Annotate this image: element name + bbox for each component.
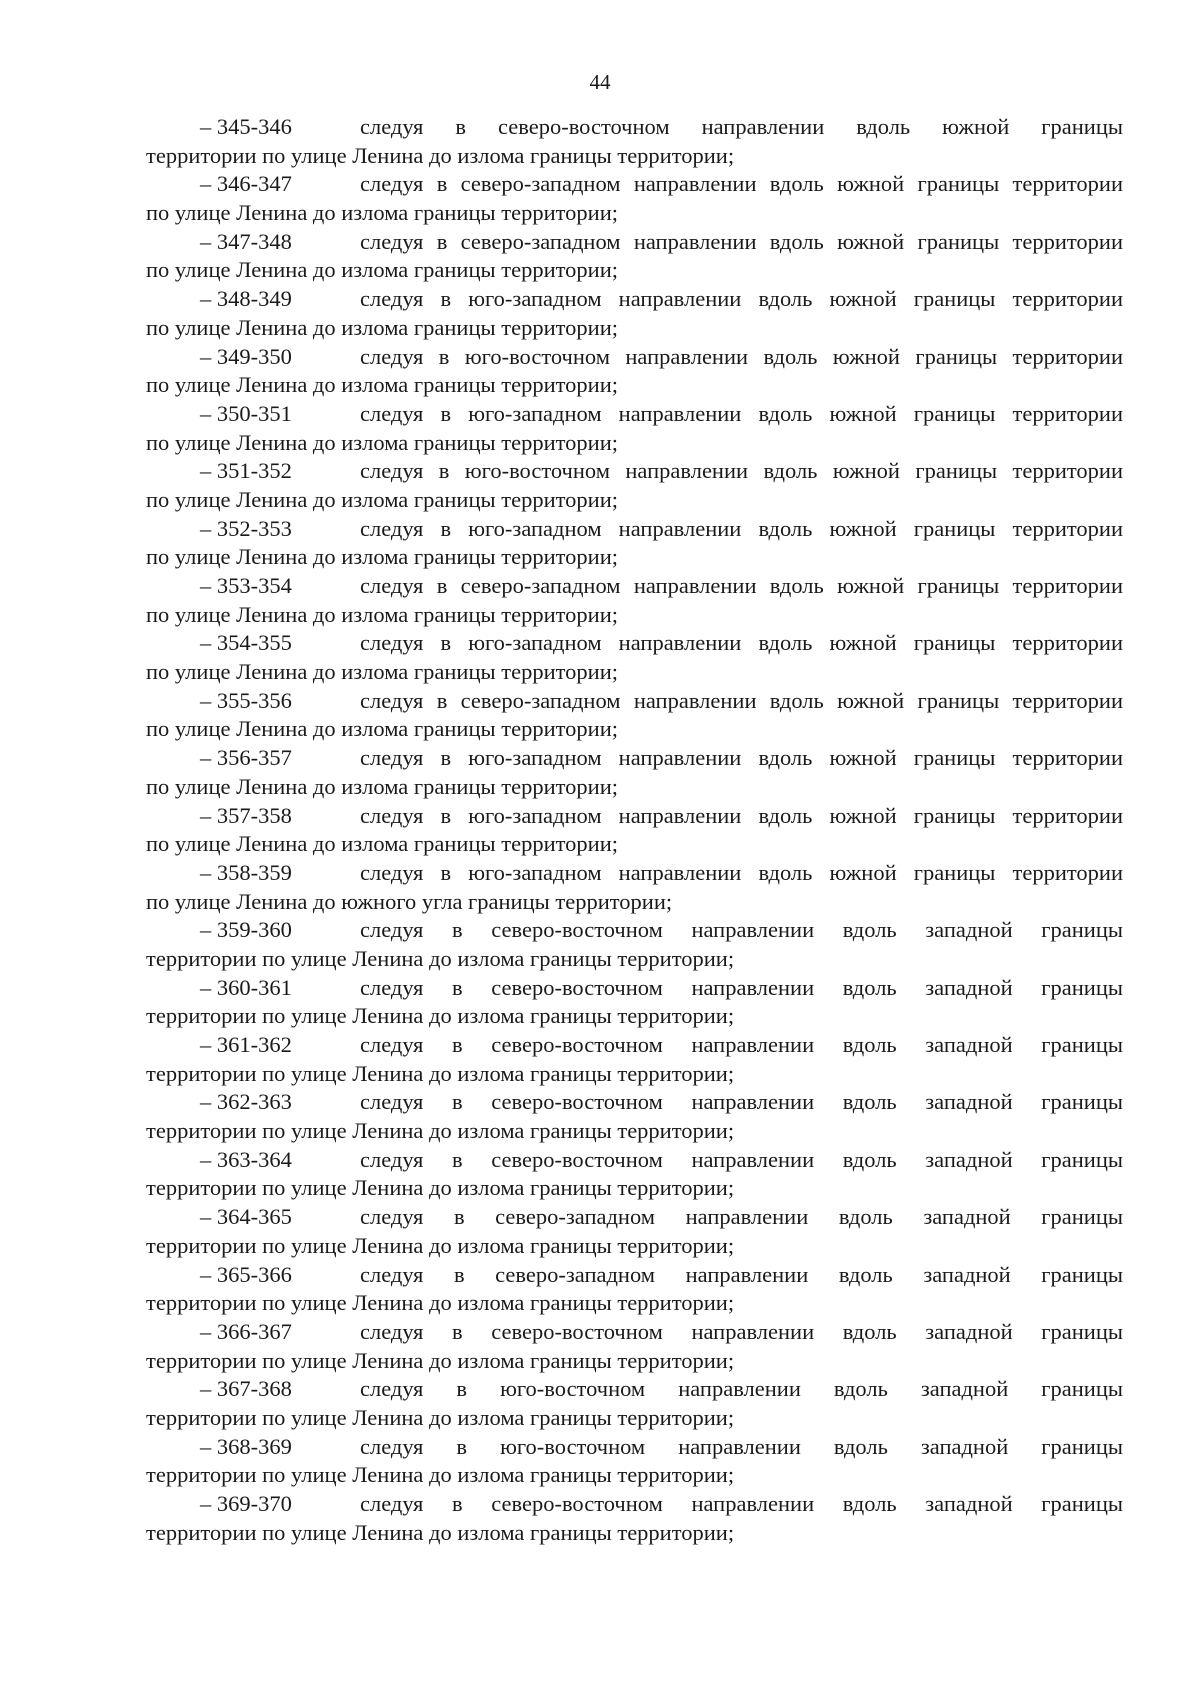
segment-direction-text: следуя в юго-западном направлении вдоль южной границы территории [360,802,1123,828]
segment-continuation-text: по улице Ленина до излома границы территории; [146,200,618,226]
segment-code: – 357-358 [200,802,292,828]
segment-direction-text: следуя в северо-восточном направлении вдоль западной границы [360,1146,1123,1172]
boundary-segment-entry [146,629,1123,686]
boundary-segment-entry [146,228,1123,285]
segment-direction-text: следуя в юго-восточном направлении вдоль западной границы [360,1376,1123,1402]
entry-first-line [146,687,1123,716]
segment-code: – 362-363 [200,1089,292,1115]
entry-first-line [146,802,1123,831]
segment-code: – 353-354 [200,573,292,598]
segment-continuation-text: территории по улице Ленина до излома границы территории; [146,1060,735,1086]
boundary-segment-entry [146,515,1123,572]
boundary-segment-entry [146,572,1123,629]
segment-direction-text: следуя в юго-восточном направлении вдоль южной границы территории [360,343,1123,369]
segment-code: – 350-351 [200,400,292,426]
boundary-segment-entry [146,285,1123,342]
entry-first-line [146,170,1123,199]
page-number: 44 [589,70,611,94]
entry-first-line [146,1433,1123,1462]
entry-first-line [146,457,1123,486]
entry-first-line [146,1031,1123,1060]
segment-code: – 366-367 [200,1318,292,1344]
segment-code: – 355-356 [200,687,292,713]
segment-continuation-text: территории по улице Ленина до излома границы территории; [146,1232,735,1258]
segment-direction-text: следуя в северо-западном направлении вдоль южной границы территории [360,228,1123,254]
segment-code: – 364-365 [200,1204,292,1230]
entry-first-line [146,1490,1123,1519]
segment-direction-text: следуя в юго-западном направлении вдоль южной границы территории [360,745,1123,771]
entry-first-line [146,1203,1123,1232]
segment-continuation-text: по улице Ленина до излома границы территории; [146,314,618,340]
segment-direction-text: следуя в северо-западном направлении вдоль южной границы территории [360,687,1123,713]
segment-direction-text: следуя в юго-западном направлении вдоль южной границы территории [360,400,1123,426]
boundary-segment-entry [146,974,1123,1031]
segment-continuation-text: по улице Ленина до излома границы территории; [146,601,618,627]
segment-direction-text: следуя в северо-восточном направлении вдоль западной границы [360,1032,1123,1057]
entry-first-line [146,629,1123,658]
boundary-segment-entry [146,400,1123,457]
segment-code: – 345-346 [200,114,292,139]
boundary-segment-entry [146,170,1123,227]
segment-continuation-text: территории по улице Ленина до излома границы территории; [146,1347,735,1373]
segment-continuation-text: территории по улице Ленина до излома границы территории; [146,1519,735,1545]
segment-code: – 354-355 [200,630,292,656]
segment-code: – 363-364 [200,1146,292,1172]
segment-continuation-text: территории по улице Ленина до излома границы территории; [146,1175,735,1201]
segment-direction-text: следуя в юго-западном направлении вдоль южной границы территории [360,630,1123,656]
segment-direction-text: следуя в северо-восточном направлении вдоль западной границы [360,1318,1123,1344]
segment-direction-text: следуя в северо-восточном направлении вдоль южной границы [360,114,1123,139]
segment-code: – 367-368 [200,1376,292,1402]
entry-first-line [146,1088,1123,1117]
segment-code: – 359-360 [200,917,292,943]
segment-continuation-text: территории по улице Ленина до излома границы территории; [146,1118,735,1144]
segment-continuation-text: по улице Ленина до излома границы территории; [146,372,618,398]
segment-direction-text: следуя в юго-восточном направлении вдоль западной границы [360,1433,1123,1459]
entry-first-line [146,859,1123,888]
segment-code: – 351-352 [200,458,292,484]
boundary-segment-entry [146,1433,1123,1490]
segment-direction-text: следуя в северо-западном направлении вдоль западной границы [360,1204,1123,1230]
segment-direction-text: следуя в северо-западном направлении вдоль южной границы территории [360,573,1123,598]
segment-continuation-text: по улице Ленина до излома границы территории; [146,716,618,742]
boundary-description-list [146,113,1123,1547]
entry-first-line [146,285,1123,314]
boundary-segment-entry [146,744,1123,801]
segment-direction-text: следуя в северо-восточном направлении вдоль западной границы [360,974,1123,1000]
boundary-segment-entry [146,1088,1123,1145]
segment-continuation-text: по улице Ленина до излома границы территории; [146,486,618,512]
entry-first-line [146,113,1123,142]
entry-first-line [146,916,1123,945]
entry-first-line [146,744,1123,773]
segment-continuation-text: по улице Ленина до излома границы территории; [146,773,618,799]
segment-continuation-text: территории по улице Ленина до излома границы территории; [146,1003,735,1029]
segment-direction-text: следуя в северо-восточном направлении вдоль западной границы [360,1491,1123,1516]
segment-code: – 369-370 [200,1491,292,1516]
boundary-segment-entry [146,802,1123,859]
segment-continuation-text: по улице Ленина до излома границы территории; [146,257,618,283]
segment-code: – 358-359 [200,859,292,885]
segment-code: – 356-357 [200,745,292,771]
segment-continuation-text: по улице Ленина до излома границы территории; [146,831,618,857]
entry-first-line [146,1375,1123,1404]
entry-first-line [146,343,1123,372]
boundary-segment-entry [146,1031,1123,1088]
segment-continuation-text: территории по улице Ленина до излома границы территории; [146,142,735,168]
entry-first-line [146,1146,1123,1175]
entry-first-line [146,400,1123,429]
boundary-segment-entry [146,113,1123,170]
segment-code: – 361-362 [200,1032,292,1057]
boundary-segment-entry [146,457,1123,514]
segment-continuation-text: территории по улице Ленина до излома границы территории; [146,1462,735,1488]
entry-first-line [146,1318,1123,1347]
boundary-segment-entry [146,1318,1123,1375]
entry-first-line [146,515,1123,544]
segment-code: – 360-361 [200,974,292,1000]
boundary-segment-entry [146,1146,1123,1203]
segment-continuation-text: по улице Ленина до излома границы территории; [146,659,618,685]
segment-continuation-text: по улице Ленина до излома границы территории; [146,429,618,455]
segment-direction-text: следуя в юго-западном направлении вдоль южной границы территории [360,859,1123,885]
segment-code: – 349-350 [200,343,292,369]
entry-first-line [146,228,1123,257]
boundary-segment-entry [146,1490,1123,1547]
segment-direction-text: следуя в северо-западном направлении вдоль южной границы территории [360,171,1123,197]
segment-continuation-text: территории по улице Ленина до излома границы территории; [146,945,735,971]
segment-continuation-text: территории по улице Ленина до излома границы территории; [146,1290,735,1316]
segment-code: – 347-348 [200,228,292,254]
boundary-segment-entry [146,343,1123,400]
segment-direction-text: следуя в северо-восточном направлении вдоль западной границы [360,917,1123,943]
entry-first-line [146,572,1123,601]
boundary-segment-entry [146,1261,1123,1318]
segment-direction-text: следуя в северо-западном направлении вдоль западной границы [360,1261,1123,1287]
segment-direction-text: следуя в юго-западном направлении вдоль южной границы территории [360,286,1123,312]
segment-direction-text: следуя в юго-западном направлении вдоль южной границы территории [360,515,1123,541]
boundary-segment-entry [146,859,1123,916]
segment-direction-text: следуя в юго-восточном направлении вдоль южной границы территории [360,458,1123,484]
boundary-segment-entry [146,1375,1123,1432]
boundary-segment-entry [146,1203,1123,1260]
boundary-segment-entry [146,687,1123,744]
segment-continuation-text: по улице Ленина до южного угла границы территории; [146,888,673,914]
segment-continuation-text: территории по улице Ленина до излома границы территории; [146,1404,735,1430]
segment-continuation-text: по улице Ленина до излома границы территории; [146,544,618,570]
segment-code: – 365-366 [200,1261,292,1287]
entry-first-line [146,974,1123,1003]
segment-code: – 348-349 [200,286,292,312]
segment-direction-text: следуя в северо-восточном направлении вдоль западной границы [360,1089,1123,1115]
entry-first-line [146,1261,1123,1290]
boundary-segment-entry [146,916,1123,973]
segment-code: – 346-347 [200,171,292,197]
segment-code: – 368-369 [200,1433,292,1459]
segment-code: – 352-353 [200,515,292,541]
